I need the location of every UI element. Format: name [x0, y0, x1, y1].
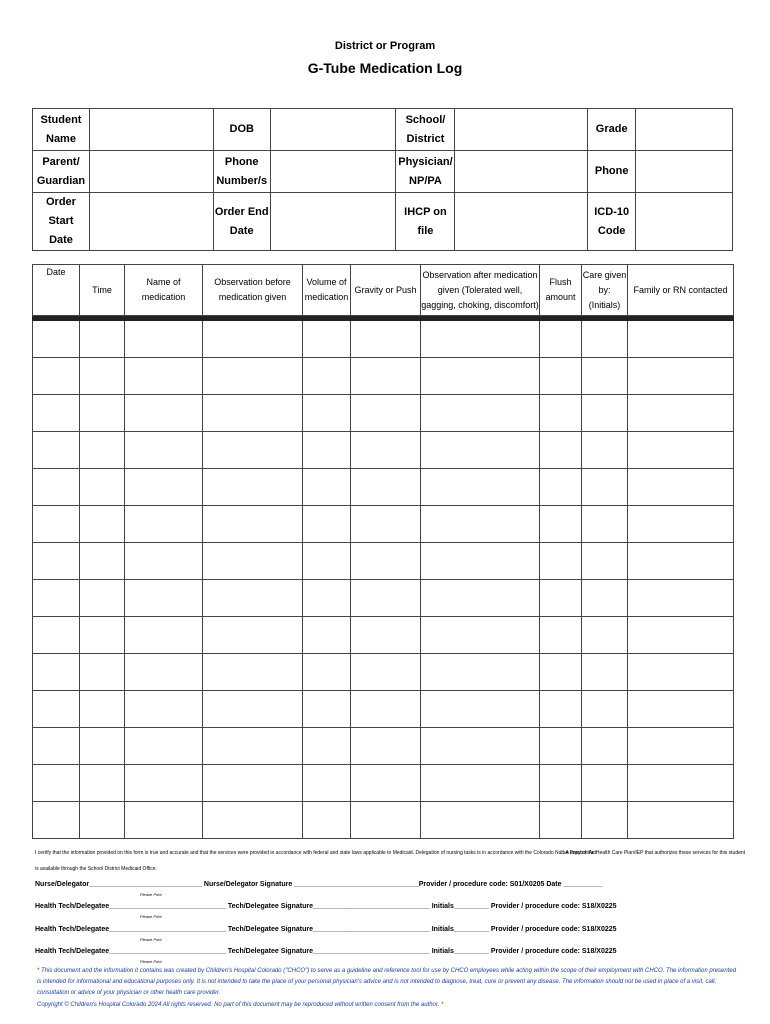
- please-print-hint: Please Print: [140, 937, 162, 942]
- log-cell[interactable]: [125, 654, 203, 691]
- log-cell[interactable]: [80, 580, 125, 617]
- log-cell[interactable]: [582, 802, 628, 839]
- log-cell[interactable]: [421, 765, 540, 802]
- log-cell[interactable]: [203, 765, 303, 802]
- log-cell[interactable]: [421, 802, 540, 839]
- phone-numbers-label: Phone Number/s: [213, 151, 270, 193]
- school-district-field[interactable]: [455, 109, 588, 151]
- log-cell[interactable]: [351, 617, 421, 654]
- log-cell[interactable]: [628, 580, 734, 617]
- log-header-9: Family or RN contacted: [628, 265, 734, 316]
- log-cell[interactable]: [628, 802, 734, 839]
- table-row: [33, 506, 734, 543]
- log-cell[interactable]: [203, 580, 303, 617]
- log-cell[interactable]: [203, 654, 303, 691]
- log-cell[interactable]: [540, 728, 582, 765]
- log-cell[interactable]: [33, 654, 80, 691]
- grade-field[interactable]: [636, 109, 733, 151]
- order-start-field[interactable]: [89, 193, 213, 251]
- log-cell[interactable]: [303, 543, 351, 580]
- log-cell[interactable]: [303, 395, 351, 432]
- icd10-label: ICD-10 Code: [588, 193, 636, 251]
- log-cell[interactable]: [351, 395, 421, 432]
- please-print-hint: Please Print: [140, 892, 162, 897]
- log-cell[interactable]: [582, 580, 628, 617]
- log-cell[interactable]: [33, 506, 80, 543]
- log-cell[interactable]: [351, 321, 421, 358]
- log-cell[interactable]: [421, 358, 540, 395]
- table-row: [33, 728, 734, 765]
- log-cell[interactable]: [421, 728, 540, 765]
- log-cell[interactable]: [125, 617, 203, 654]
- log-cell[interactable]: [33, 728, 80, 765]
- district-program-label: District or Program: [334, 40, 436, 52]
- log-cell[interactable]: [351, 506, 421, 543]
- log-cell[interactable]: [628, 469, 734, 506]
- physician-phone-field[interactable]: [636, 151, 733, 193]
- physician-field[interactable]: [455, 151, 588, 193]
- log-cell[interactable]: [33, 469, 80, 506]
- log-cell[interactable]: [303, 654, 351, 691]
- log-cell[interactable]: [80, 432, 125, 469]
- log-cell[interactable]: [203, 321, 303, 358]
- table-row: [33, 617, 734, 654]
- log-cell[interactable]: [303, 469, 351, 506]
- log-header-5: Gravity or Push: [351, 265, 421, 316]
- log-cell[interactable]: [351, 654, 421, 691]
- log-cell[interactable]: [33, 543, 80, 580]
- log-cell[interactable]: [540, 580, 582, 617]
- log-header-7: Flush amount: [540, 265, 582, 316]
- log-cell[interactable]: [628, 765, 734, 802]
- disclaimer-text: * This document and the information it contains was created by Children's Hospital Colorado ("CHCO") to serve as a guideline and reference tool for use by CHCO employees while acting within the scope of their employment with CHCO. The information presented is intended for informational and educational purposes only. It is not intended to take the place of your personal physician's advice and is not intended to diagnose, treat, cure or prevent any disease. The information should not be used in place of a visit, call, consultation or advice of your physician or other health care provider.: [37, 968, 737, 996]
- log-cell[interactable]: [125, 321, 203, 358]
- table-row: [33, 395, 734, 432]
- log-cell[interactable]: [540, 506, 582, 543]
- log-header-3: Observation before medication given: [203, 265, 303, 316]
- log-cell[interactable]: [203, 395, 303, 432]
- log-cell[interactable]: [628, 358, 734, 395]
- log-cell[interactable]: [125, 691, 203, 728]
- log-cell[interactable]: [203, 358, 303, 395]
- log-cell[interactable]: [421, 432, 540, 469]
- order-end-label: Order End Date: [213, 193, 270, 251]
- log-cell[interactable]: [80, 543, 125, 580]
- log-cell[interactable]: [33, 765, 80, 802]
- tech-signature-line-2[interactable]: Health Tech/Delegatee______________________________ Tech/Delegatee Signature______________________________ Initials_________ Provider / procedure code: S18/X0225: [35, 926, 617, 933]
- log-cell[interactable]: [628, 654, 734, 691]
- log-header-1: Time: [80, 265, 125, 316]
- student-name-field[interactable]: [89, 109, 213, 151]
- log-cell[interactable]: [628, 432, 734, 469]
- log-cell[interactable]: [125, 728, 203, 765]
- log-cell[interactable]: [303, 321, 351, 358]
- log-cell[interactable]: [303, 802, 351, 839]
- log-cell[interactable]: [582, 358, 628, 395]
- dob-label: DOB: [213, 109, 270, 151]
- log-cell[interactable]: [125, 358, 203, 395]
- log-cell[interactable]: [203, 802, 303, 839]
- log-cell[interactable]: [540, 802, 582, 839]
- certify-statement-cont: is available through the School District Medicaid Office.: [35, 866, 157, 872]
- table-row: [33, 765, 734, 802]
- log-header-2: Name of medication: [125, 265, 203, 316]
- log-cell[interactable]: [80, 617, 125, 654]
- log-cell[interactable]: [582, 654, 628, 691]
- table-row: [33, 432, 734, 469]
- log-cell[interactable]: [33, 617, 80, 654]
- table-row: [33, 469, 734, 506]
- log-cell[interactable]: [203, 691, 303, 728]
- table-row: [33, 691, 734, 728]
- log-cell[interactable]: [33, 321, 80, 358]
- physician-phone-label: Phone: [588, 151, 636, 193]
- please-print-hint: Please Print: [140, 914, 162, 919]
- log-cell[interactable]: [80, 358, 125, 395]
- table-row: [33, 543, 734, 580]
- log-cell[interactable]: [421, 543, 540, 580]
- log-cell[interactable]: [203, 543, 303, 580]
- log-cell[interactable]: [80, 728, 125, 765]
- log-cell[interactable]: [582, 395, 628, 432]
- table-row: [33, 802, 734, 839]
- log-cell[interactable]: [628, 617, 734, 654]
- log-cell[interactable]: [33, 432, 80, 469]
- care-plan-checkbox[interactable]: ☐ A copy of the Health Care Plan/IEP that authorizes these services for this student: [560, 850, 746, 856]
- log-cell[interactable]: [125, 469, 203, 506]
- log-cell[interactable]: [421, 654, 540, 691]
- log-cell[interactable]: [351, 765, 421, 802]
- log-cell[interactable]: [351, 543, 421, 580]
- log-cell[interactable]: [80, 395, 125, 432]
- log-cell[interactable]: [540, 395, 582, 432]
- log-cell[interactable]: [582, 765, 628, 802]
- log-cell[interactable]: [351, 691, 421, 728]
- grade-label: Grade: [588, 109, 636, 151]
- log-cell[interactable]: [628, 321, 734, 358]
- log-cell[interactable]: [421, 617, 540, 654]
- log-cell[interactable]: [303, 432, 351, 469]
- log-cell[interactable]: [125, 432, 203, 469]
- page-title: G-Tube Medication Log: [307, 60, 463, 76]
- log-cell[interactable]: [540, 765, 582, 802]
- log-cell[interactable]: [80, 654, 125, 691]
- log-cell[interactable]: [582, 469, 628, 506]
- copyright-text: Copyright © Children's Hospital Colorado 2024 All rights reserved. No part of this document may be reproduced without written consent from the author. *: [37, 1002, 444, 1008]
- log-cell[interactable]: [80, 765, 125, 802]
- log-cell[interactable]: [351, 432, 421, 469]
- log-cell[interactable]: [303, 358, 351, 395]
- log-cell[interactable]: [628, 395, 734, 432]
- order-start-label: Order Start Date: [33, 193, 90, 251]
- log-cell[interactable]: [421, 691, 540, 728]
- log-cell[interactable]: [582, 506, 628, 543]
- log-cell[interactable]: [540, 432, 582, 469]
- log-cell[interactable]: [33, 395, 80, 432]
- dob-field[interactable]: [270, 109, 396, 151]
- log-cell[interactable]: [540, 543, 582, 580]
- log-cell[interactable]: [351, 469, 421, 506]
- log-cell[interactable]: [351, 580, 421, 617]
- table-row: [33, 654, 734, 691]
- nurse-signature-line[interactable]: Nurse/Delegator_____________________________ Nurse/Delegator Signature ________________________________Provider / procedure code: S01/X0205 Date __________: [35, 881, 603, 888]
- log-cell[interactable]: [351, 728, 421, 765]
- log-cell[interactable]: [33, 802, 80, 839]
- log-cell[interactable]: [303, 691, 351, 728]
- medication-log-table: [32, 264, 734, 839]
- log-cell[interactable]: [203, 617, 303, 654]
- log-cell[interactable]: [628, 691, 734, 728]
- log-header-4: Volume of medication: [303, 265, 351, 316]
- log-header-8: Care given by: (Initials): [582, 265, 628, 316]
- log-cell[interactable]: [303, 580, 351, 617]
- log-cell[interactable]: [421, 506, 540, 543]
- log-cell[interactable]: [540, 654, 582, 691]
- log-cell[interactable]: [351, 358, 421, 395]
- table-row: [33, 321, 734, 358]
- tech-signature-line-1[interactable]: Health Tech/Delegatee______________________________ Tech/Delegatee Signature______________________________ Initials_________ Provider / procedure code: S18/X0225: [35, 903, 617, 910]
- log-cell[interactable]: [80, 506, 125, 543]
- log-cell[interactable]: [421, 469, 540, 506]
- log-cell[interactable]: [303, 617, 351, 654]
- log-cell[interactable]: [582, 691, 628, 728]
- log-cell[interactable]: [540, 469, 582, 506]
- log-cell[interactable]: [351, 802, 421, 839]
- log-cell[interactable]: [125, 802, 203, 839]
- table-row: [33, 580, 734, 617]
- ihcp-label: IHCP on file: [396, 193, 455, 251]
- certify-statement: I certify that the information provided on this form is true and accurate and that the services were provided in accordance with federal and state laws applicable to Medicaid. Delegation of nursing tasks is in accordance with the Colorado Nurse Practice Act.: [35, 850, 598, 856]
- ihcp-field[interactable]: [455, 193, 588, 251]
- log-cell[interactable]: [628, 506, 734, 543]
- log-cell[interactable]: [421, 580, 540, 617]
- log-cell[interactable]: [80, 469, 125, 506]
- log-cell[interactable]: [303, 765, 351, 802]
- log-cell[interactable]: [303, 506, 351, 543]
- log-cell[interactable]: [33, 580, 80, 617]
- parent-guardian-field[interactable]: [89, 151, 213, 193]
- log-cell[interactable]: [33, 691, 80, 728]
- log-cell[interactable]: [125, 580, 203, 617]
- log-cell[interactable]: [421, 395, 540, 432]
- log-cell[interactable]: [203, 469, 303, 506]
- school-district-label: School/ District: [396, 109, 455, 151]
- log-cell[interactable]: [540, 617, 582, 654]
- log-cell[interactable]: [540, 691, 582, 728]
- physician-label: Physician/ NP/PA: [396, 151, 455, 193]
- log-cell[interactable]: [203, 432, 303, 469]
- log-cell[interactable]: [125, 543, 203, 580]
- log-cell[interactable]: [203, 728, 303, 765]
- log-cell[interactable]: [540, 321, 582, 358]
- log-cell[interactable]: [303, 728, 351, 765]
- log-cell[interactable]: [628, 543, 734, 580]
- log-cell[interactable]: [582, 543, 628, 580]
- log-header-6: Observation after medication given (Tolerated well, gagging, choking, discomfort): [421, 265, 540, 316]
- log-cell[interactable]: [582, 728, 628, 765]
- order-end-field[interactable]: [270, 193, 396, 251]
- please-print-hint: Please Print: [140, 959, 162, 964]
- log-cell[interactable]: [628, 728, 734, 765]
- icd10-field[interactable]: [636, 193, 733, 251]
- log-cell[interactable]: [125, 395, 203, 432]
- student-name-label: Student Name: [33, 109, 90, 151]
- log-header-0: Date: [33, 265, 80, 316]
- parent-guardian-label: Parent/ Guardian: [33, 151, 90, 193]
- phone-numbers-field[interactable]: [270, 151, 396, 193]
- log-cell[interactable]: [421, 321, 540, 358]
- log-cell[interactable]: [203, 506, 303, 543]
- table-row: [33, 358, 734, 395]
- student-info-table: [32, 108, 733, 251]
- log-cell[interactable]: [582, 617, 628, 654]
- log-cell[interactable]: [33, 358, 80, 395]
- log-cell[interactable]: [125, 765, 203, 802]
- log-cell[interactable]: [125, 506, 203, 543]
- log-cell[interactable]: [80, 321, 125, 358]
- log-cell[interactable]: [582, 432, 628, 469]
- tech-signature-line-3[interactable]: Health Tech/Delegatee______________________________ Tech/Delegatee Signature______________________________ Initials_________ Provider / procedure code: S18/X0225: [35, 948, 617, 955]
- log-cell[interactable]: [80, 691, 125, 728]
- log-cell[interactable]: [540, 358, 582, 395]
- log-cell[interactable]: [80, 802, 125, 839]
- log-cell[interactable]: [582, 321, 628, 358]
